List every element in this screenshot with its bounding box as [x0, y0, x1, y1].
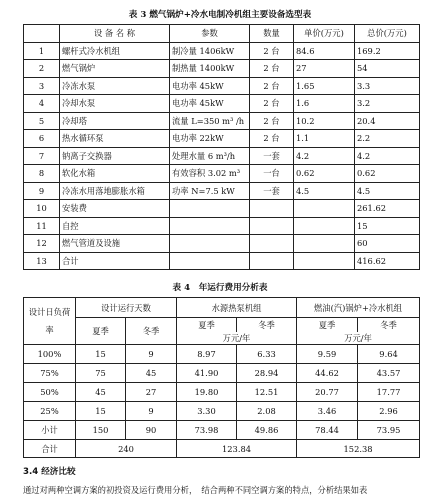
- table-cell: 12: [24, 235, 60, 253]
- table-cell: 73.98: [177, 421, 237, 440]
- table-cell: 9.64: [358, 345, 420, 364]
- table-cell: 3: [24, 77, 60, 95]
- table-cell: 27: [294, 60, 355, 78]
- table3-caption: 表 3 燃气锅炉+冷水电制冷机组主要设备选型表: [128, 10, 312, 20]
- table-cell: 钠离子交换器: [60, 147, 170, 165]
- table-cell: 制热量 1400kW: [170, 60, 250, 78]
- table-cell: 41.90: [177, 364, 237, 383]
- table-cell: 制冷量 1406kW: [170, 42, 250, 60]
- table-cell: 90: [126, 421, 177, 440]
- table-cell: 功率 N=7.5 kW: [170, 182, 250, 200]
- header-cell: 单价(万元): [294, 25, 355, 43]
- table-cell: 合计: [60, 252, 170, 270]
- table-row: [24, 42, 420, 60]
- table-cell: [294, 200, 355, 218]
- section-heading: 3.4 经济比较: [23, 467, 76, 477]
- table-cell: 45: [126, 364, 177, 383]
- total-gas: 152.38: [297, 440, 420, 458]
- table-cell: 2.08: [237, 402, 297, 421]
- table-cell: 2 台: [250, 130, 294, 148]
- table-cell: 9: [126, 402, 177, 421]
- wshp-header: 水源热泵机组: [177, 298, 297, 318]
- table-cell: 9: [126, 345, 177, 364]
- table-cell: 28.94: [237, 364, 297, 383]
- table-cell: 10.2: [294, 112, 355, 130]
- table-cell: [294, 217, 355, 235]
- table-cell: 169.2: [355, 42, 420, 60]
- table-cell: [250, 217, 294, 235]
- table-cell: 2 台: [250, 42, 294, 60]
- table-cell: 0.62: [355, 165, 420, 183]
- table-row: [24, 217, 420, 235]
- table-cell: 燃气管道及设施: [60, 235, 170, 253]
- table-cell: [170, 200, 250, 218]
- table-cell: 4: [24, 95, 60, 113]
- table-row: [24, 235, 420, 253]
- table-subheader-row: [24, 318, 420, 332]
- table-cell: [170, 235, 250, 253]
- table-row: [24, 95, 420, 113]
- table-cell: 热水循环泵: [60, 130, 170, 148]
- header-cell: 总价(万元): [355, 25, 420, 43]
- table-cell: 1.1: [294, 130, 355, 148]
- table-cell: 3.30: [177, 402, 237, 421]
- table-row: [24, 200, 420, 218]
- summer-header: 夏季: [177, 318, 237, 332]
- table-cell: 13: [24, 252, 60, 270]
- table-cell: 9.59: [297, 345, 358, 364]
- table-total-row: [24, 440, 420, 458]
- table-header-row: [24, 298, 420, 318]
- table-cell: 43.57: [358, 364, 420, 383]
- table-row: [24, 130, 420, 148]
- table-cell: 2 台: [250, 60, 294, 78]
- table-cell: 一套: [250, 182, 294, 200]
- table-row: [24, 402, 420, 421]
- table-header-row: [24, 25, 420, 43]
- table-cell: 2 台: [250, 95, 294, 113]
- table-cell: 安装费: [60, 200, 170, 218]
- total-label: 合计: [24, 440, 76, 458]
- table-row: [24, 345, 420, 364]
- table-cell: [250, 200, 294, 218]
- table-row: [24, 252, 420, 270]
- table-cell: 261.62: [355, 200, 420, 218]
- load-rate-header: 设计日负荷率: [24, 298, 76, 345]
- table-cell: 3.3: [355, 77, 420, 95]
- table-cell: 冷冻水用落地膨胀水箱: [60, 182, 170, 200]
- table-cell: 处理水量 6 m³/h: [170, 147, 250, 165]
- table-cell: [250, 235, 294, 253]
- table-cell: 1.65: [294, 77, 355, 95]
- table-row: [24, 165, 420, 183]
- table-row: [24, 421, 420, 440]
- table-cell: 78.44: [297, 421, 358, 440]
- header-cell: 数量: [250, 25, 294, 43]
- table-cell: 150: [76, 421, 126, 440]
- total-days: 240: [76, 440, 177, 458]
- winter-header: 冬季: [358, 318, 420, 332]
- table-cell: 8: [24, 165, 60, 183]
- table-cell: 4.2: [294, 147, 355, 165]
- table-cell: 84.6: [294, 42, 355, 60]
- table-cell: 15: [76, 345, 126, 364]
- table-cell: 75: [76, 364, 126, 383]
- table-cell: 软化水箱: [60, 165, 170, 183]
- table-cell: 电功率 45kW: [170, 95, 250, 113]
- table-cell: 2 台: [250, 77, 294, 95]
- table-cell: 冷冻水泵: [60, 77, 170, 95]
- table-cell: 4.5: [294, 182, 355, 200]
- table-cell: 20.4: [355, 112, 420, 130]
- equipment-table: [23, 24, 420, 270]
- table-cell: 电功率 45kW: [170, 77, 250, 95]
- table-cell: 15: [76, 402, 126, 421]
- header-cell: 设 备 名 称: [60, 25, 170, 43]
- summer-header: 夏季: [76, 318, 126, 345]
- table-row: [24, 60, 420, 78]
- days-header: 设计运行天数: [76, 298, 177, 318]
- paragraph-text: 通过对两种空调方案的初投资及运行费用分析， 结合两种不同空调方案的特点，分析结果如表: [23, 485, 368, 495]
- header-cell: 参数: [170, 25, 250, 43]
- table-cell: 3.2: [355, 95, 420, 113]
- table-cell: 冷却水泵: [60, 95, 170, 113]
- table-cell: 小计: [24, 421, 76, 440]
- table-cell: 416.62: [355, 252, 420, 270]
- table4-caption: 表 4 年运行费用分析表: [172, 283, 268, 293]
- table-cell: [294, 235, 355, 253]
- total-wshp: 123.84: [177, 440, 297, 458]
- table-cell: [250, 252, 294, 270]
- table-cell: 4.5: [355, 182, 420, 200]
- table-cell: 2.96: [358, 402, 420, 421]
- table-cell: 49.86: [237, 421, 297, 440]
- table-cell: 5: [24, 112, 60, 130]
- table-cell: 9: [24, 182, 60, 200]
- table-cell: 7: [24, 147, 60, 165]
- table-cell: 1.6: [294, 95, 355, 113]
- table-cell: 73.95: [358, 421, 420, 440]
- gas-header: 燃油(汽)锅炉+冷水机组: [297, 298, 420, 318]
- table-cell: 100%: [24, 345, 76, 364]
- table-cell: 27: [126, 383, 177, 402]
- table-cell: 流量 L=350 m³ /h: [170, 112, 250, 130]
- table-cell: 有效容积 3.02 m³: [170, 165, 250, 183]
- table-cell: 4.2: [355, 147, 420, 165]
- unit-label: 万元/年: [177, 332, 297, 345]
- table-cell: 50%: [24, 383, 76, 402]
- winter-header: 冬季: [237, 318, 297, 332]
- table-cell: 54: [355, 60, 420, 78]
- table-cell: 3.46: [297, 402, 358, 421]
- table-cell: 10: [24, 200, 60, 218]
- table-cell: 19.80: [177, 383, 237, 402]
- table-cell: 45: [76, 383, 126, 402]
- table-cell: 15: [355, 217, 420, 235]
- table-cell: [170, 217, 250, 235]
- table-cell: 0.62: [294, 165, 355, 183]
- table-cell: 12.51: [237, 383, 297, 402]
- table-cell: [294, 252, 355, 270]
- table-cell: 60: [355, 235, 420, 253]
- table-cell: 20.77: [297, 383, 358, 402]
- table-row: [24, 364, 420, 383]
- header-cell: [24, 25, 60, 43]
- table-cell: 44.62: [297, 364, 358, 383]
- table-cell: 25%: [24, 402, 76, 421]
- table-row: [24, 182, 420, 200]
- table-cell: 6.33: [237, 345, 297, 364]
- table-row: [24, 77, 420, 95]
- table-cell: 2 台: [250, 112, 294, 130]
- table-cell: 1: [24, 42, 60, 60]
- table-cell: 17.77: [358, 383, 420, 402]
- table-cell: 电功率 22kW: [170, 130, 250, 148]
- table-row: [24, 147, 420, 165]
- table-cell: 75%: [24, 364, 76, 383]
- operating-cost-table: [23, 297, 420, 458]
- summer-header: 夏季: [297, 318, 358, 332]
- table-cell: 6: [24, 130, 60, 148]
- table-row: [24, 112, 420, 130]
- table-cell: [170, 252, 250, 270]
- table-row: [24, 383, 420, 402]
- table-cell: 一套: [250, 147, 294, 165]
- table-cell: 螺杆式冷水机组: [60, 42, 170, 60]
- unit-label: 万元/年: [297, 332, 420, 345]
- table-cell: 自控: [60, 217, 170, 235]
- table-cell: 燃气锅炉: [60, 60, 170, 78]
- winter-header: 冬季: [126, 318, 177, 345]
- table-cell: 2.2: [355, 130, 420, 148]
- table-cell: 11: [24, 217, 60, 235]
- table-cell: 2: [24, 60, 60, 78]
- table-cell: 8.97: [177, 345, 237, 364]
- table-cell: 冷却塔: [60, 112, 170, 130]
- table-cell: 一台: [250, 165, 294, 183]
